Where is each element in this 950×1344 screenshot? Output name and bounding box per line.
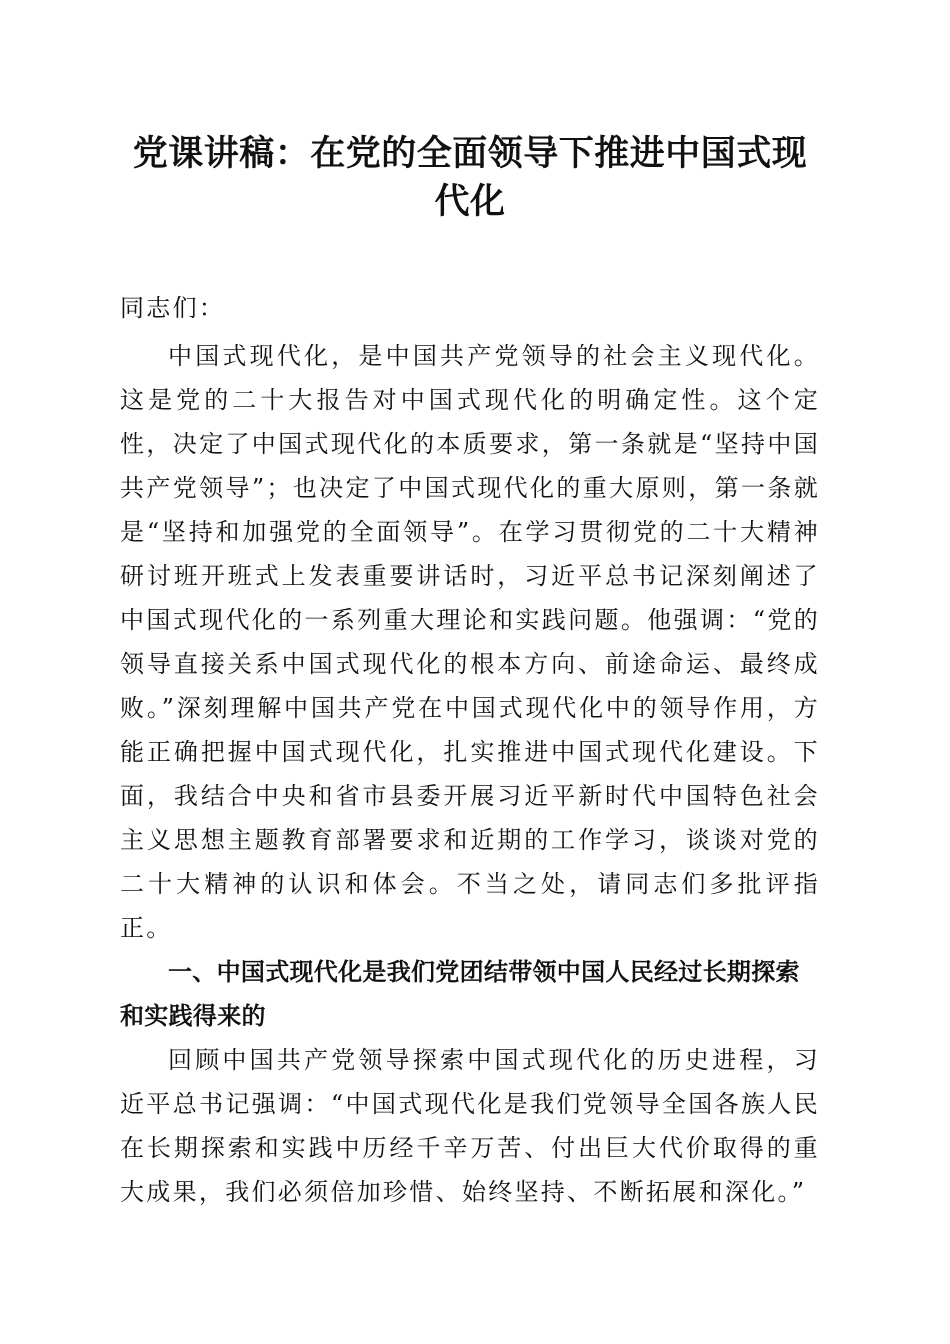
document-page: [120, 130, 820, 1214]
section-heading-1: 一、中国式现代化是我们党团结带领中国人民经过长期探索和实践得来的: [120, 958, 800, 1030]
document-title: 党课讲稿：在党的全面领导下推进中国式现代化: [132, 133, 808, 222]
body-paragraph-1: 中国式现代化，是中国共产党领导的社会主义现代化。这是党的二十大报告对中国式现代化的明确定性。这个定性，决定了中国式现代化的本质要求，第一条就是“坚持中国共产党领导”；也决定了中国式现代化的重大原则，第一条就是“坚持和加强党的全面领导”。在学习贯彻党的二十大精神研讨班开班式上发表重要讲话时，习近平总书记深刻阐述了中国式现代化的一系列重大理论和实践问题。他强调：“党的领导直接关系中国式现代化的根本方向、前途命运、最终成败。”深刻理解中国共产党在中国式现代化中的领导作用，方能正确把握中国式现代化，扎实推进中国式现代化建设。下面，我结合中央和省市县委开展习近平新时代中国特色社会主义思想主题教育部署要求和近期的工作学习，谈谈对党的二十大精神的认识和体会。不当之处，请同志们多批评指正。: [120, 342, 820, 942]
greeting: 同志们：: [120, 294, 226, 322]
body-paragraph-2: 回顾中国共产党领导探索中国式现代化的历史进程，习近平总书记强调：“中国式现代化是我们党领导全国各族人民在长期探索和实践中历经千辛万苦、付出巨大代价取得的重大成果，我们必须倍加珍惜、始终坚持、不断拓展和深化。”: [120, 1046, 820, 1206]
